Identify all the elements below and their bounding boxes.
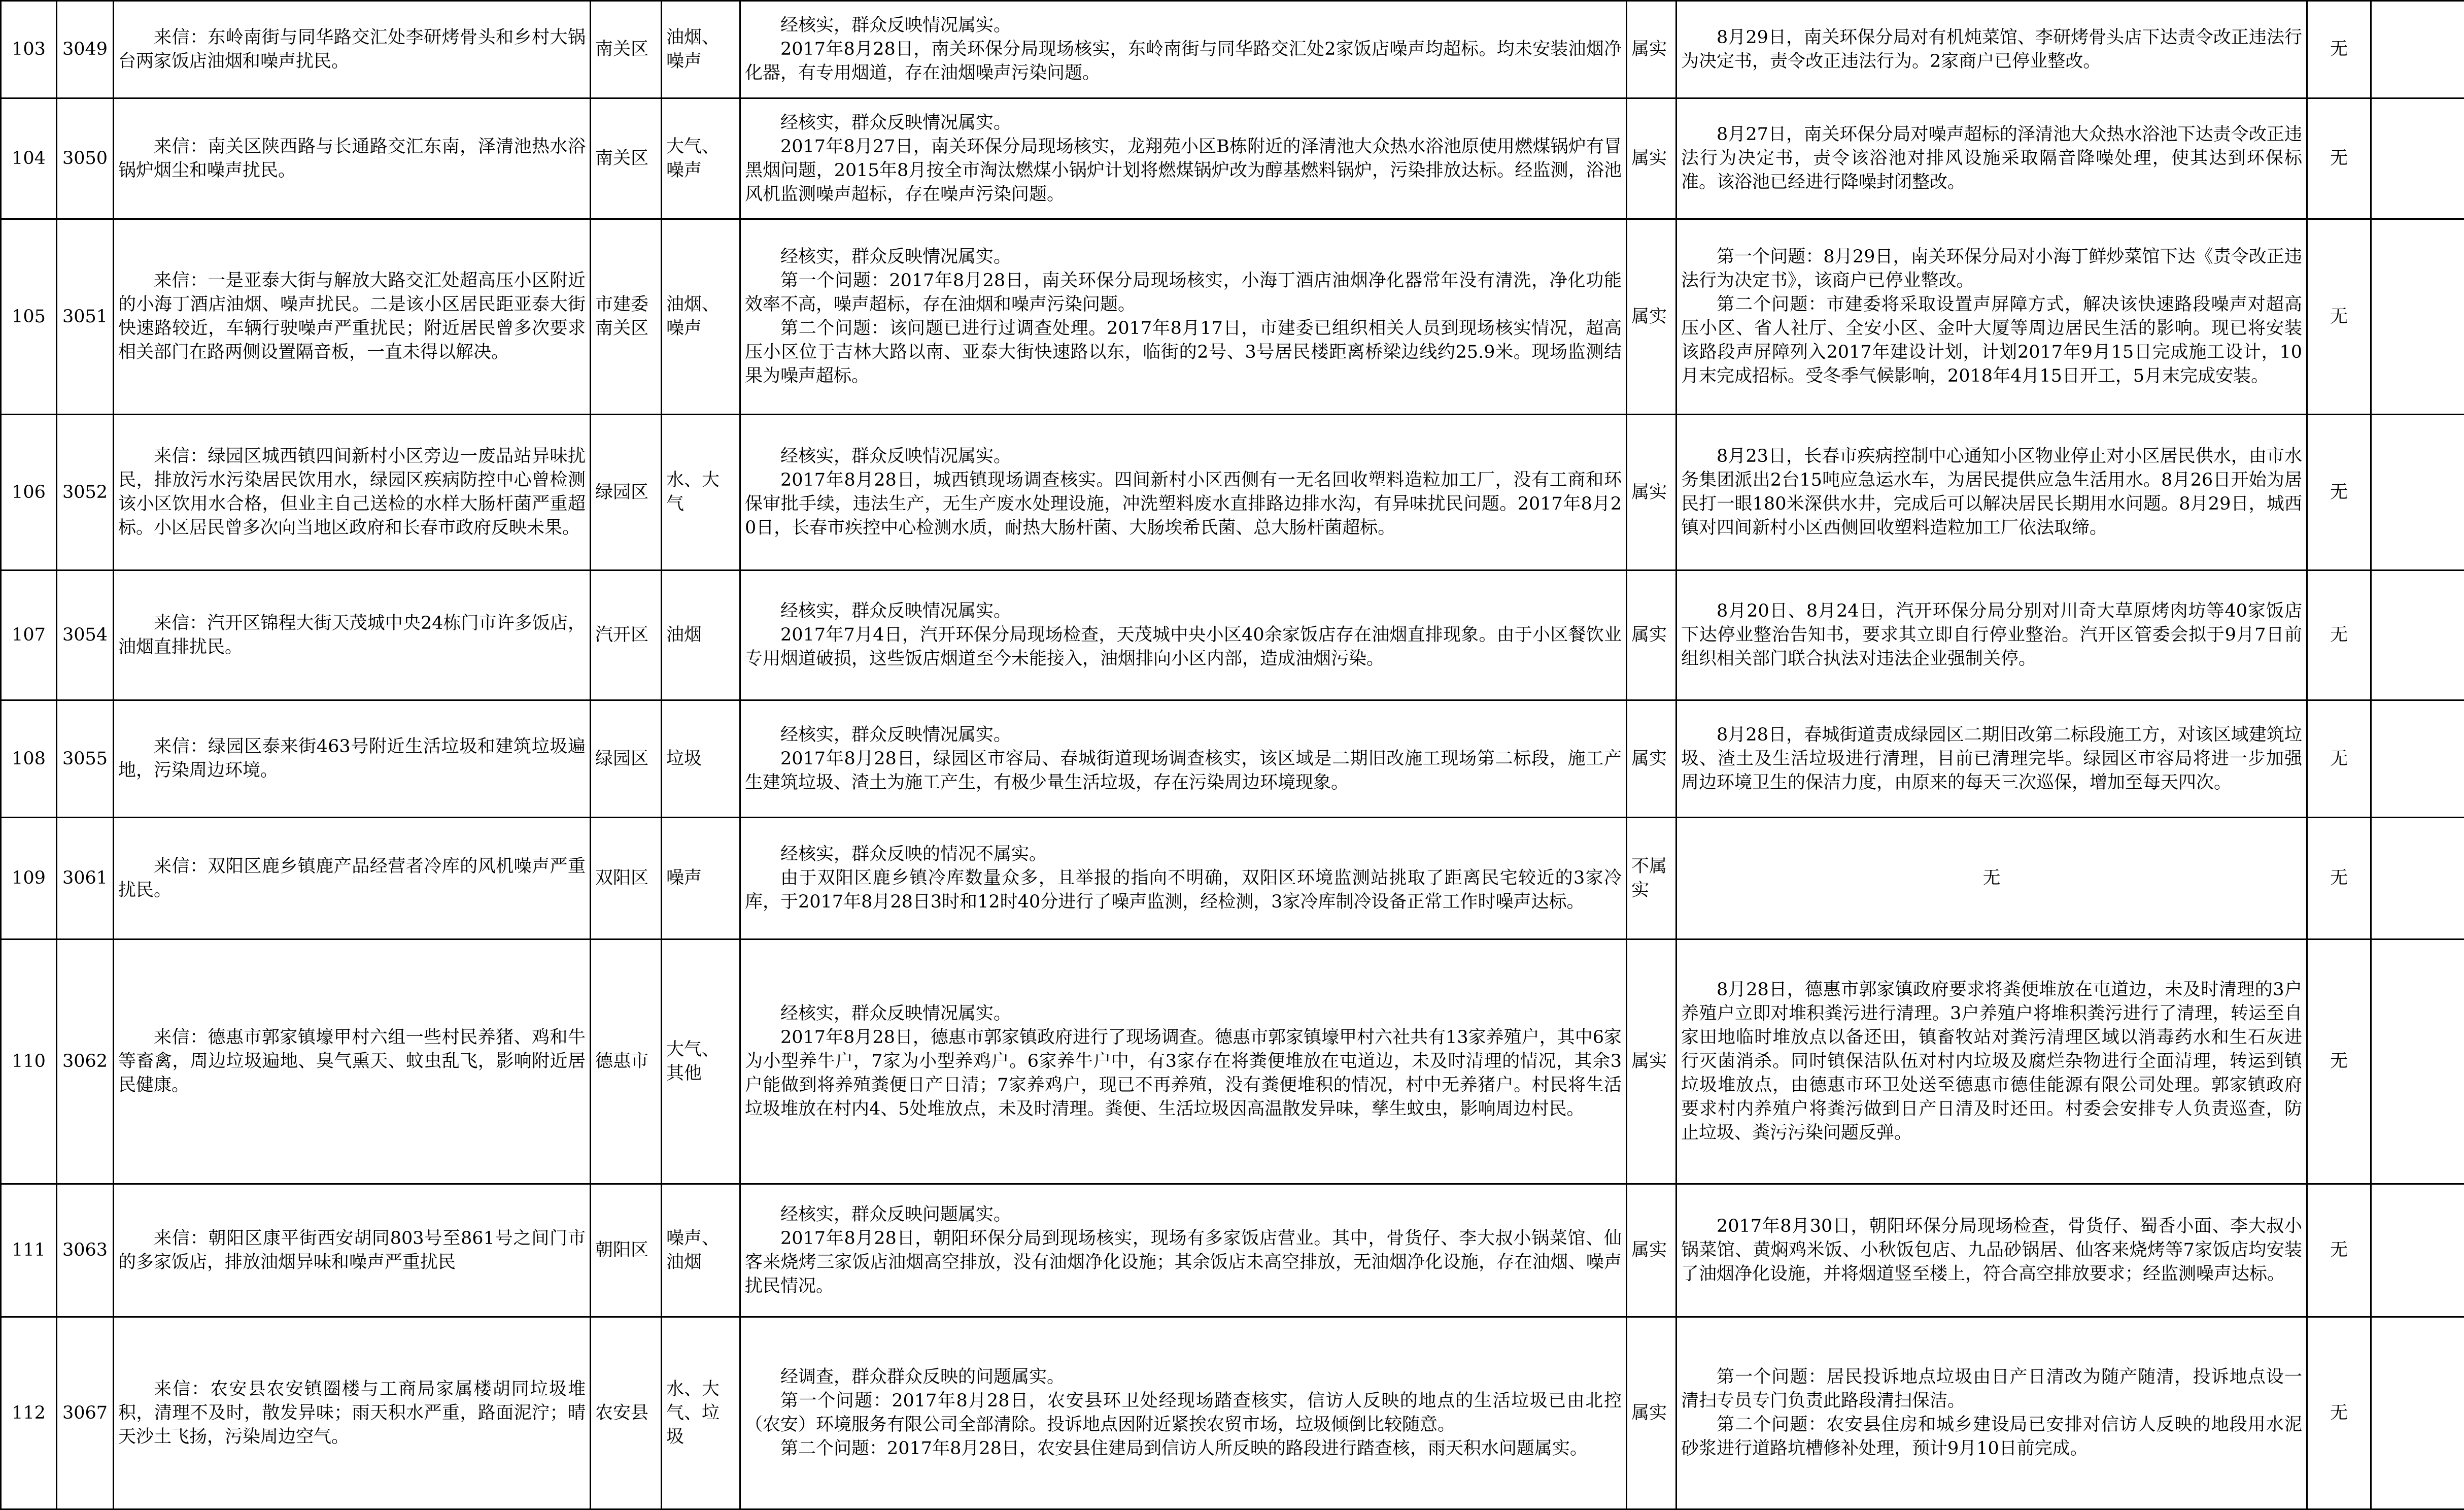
verification-result-paragraph: 第二个问题：该问题已进行过调查处理。2017年8月17日，市建委已组织相关人员到现场核实情况，超高压小区位于吉林大路以南、亚泰大街快速路以东，临街的2号、3号居民楼距离桥梁边线约25.9米。现场监测结果为噪声超标。 (745, 317, 1622, 388)
verification-result (740, 1184, 1627, 1317)
verdict-cell: 属实 (1627, 1, 1676, 98)
verdict-cell: 不属实 (1627, 818, 1676, 939)
verification-result-paragraph: 经核实，群众反映情况属实。 (745, 245, 1622, 269)
pollution-type: 油烟、噪声 (662, 219, 740, 415)
accountability-cell: 无 (2307, 219, 2371, 415)
row-number: 106 (1, 415, 57, 571)
verification-result (740, 571, 1627, 700)
remarks-cell (2371, 571, 2464, 700)
rectification-action-paragraph: 第二个问题：市建委将采取设置声屏障方式，解决该快速路段噪声对超高压小区、省人社厅、全安小区、金叶大厦等周边居民生活的影响。现已将安装该路段声屏障列入2017年建设计划，计划2017年9月15日完成施工设计，10月末完成招标。受冬季气候影响，2018年4月15日开工，5月末完成安装。 (1681, 293, 2302, 388)
rectification-action-paragraph: 8月27日，南关环保分局对噪声超标的泽清池大众热水浴池下达责令改正违法行为决定书，责令该浴池对排风设施采取隔音降噪处理，使其达到环保标准。该浴池已经进行降噪封闭整改。 (1681, 123, 2302, 194)
pollution-type: 油烟 (662, 571, 740, 700)
rectification-action-paragraph: 第二个问题：农安县住房和城乡建设局已安排对信访人反映的地段用水泥砂浆进行道路坑槽修补处理，预计9月10日前完成。 (1681, 1413, 2302, 1461)
complaint-text-paragraph: 来信：绿园区泰来街463号附近生活垃圾和建筑垃圾遍地，污染周边环境。 (118, 735, 586, 783)
table-row (1, 415, 2464, 571)
table-row (1, 1, 2464, 98)
district-cell: 双阳区 (591, 818, 662, 939)
rectification-action (1676, 571, 2307, 700)
pollution-type: 噪声、油烟 (662, 1184, 740, 1317)
rectification-action-paragraph: 第一个问题：8月29日，南关环保分局对小海丁鲜炒菜馆下达《责令改正违法行为决定书》，该商户已停业整改。 (1681, 245, 2302, 293)
pollution-type: 噪声 (662, 818, 740, 939)
complaint-text-paragraph: 来信：东岭南街与同华路交汇处李研烤骨头和乡村大锅台两家饭店油烟和噪声扰民。 (118, 26, 586, 74)
verification-result-paragraph: 2017年7月4日，汽开环保分局现场检查，天茂城中央小区40余家饭店存在油烟直排现象。由于小区餐饮业专用烟道破损，这些饭店烟道至今未能接入，油烟排向小区内部，造成油烟污染。 (745, 623, 1622, 671)
verdict-cell: 属实 (1627, 939, 1676, 1184)
verification-result (740, 415, 1627, 571)
complaint-text-paragraph: 来信：汽开区锦程大街天茂城中央24栋门市许多饭店，油烟直排扰民。 (118, 612, 586, 659)
complaint-text (114, 415, 591, 571)
rectification-action-paragraph: 无 (1681, 866, 2302, 890)
accountability-cell: 无 (2307, 415, 2371, 571)
row-number: 109 (1, 818, 57, 939)
pollution-type: 大气、其他 (662, 939, 740, 1184)
remarks-cell (2371, 219, 2464, 415)
case-id: 3054 (57, 571, 114, 700)
case-id: 3052 (57, 415, 114, 571)
case-id: 3051 (57, 219, 114, 415)
verification-result-paragraph: 经核实，群众反映情况属实。 (745, 111, 1622, 135)
verification-result (740, 219, 1627, 415)
row-number: 107 (1, 571, 57, 700)
accountability-cell: 无 (2307, 1317, 2371, 1509)
verification-result (740, 98, 1627, 219)
district-cell: 朝阳区 (591, 1184, 662, 1317)
rectification-action-paragraph: 8月28日，德惠市郭家镇政府要求将粪便堆放在屯道边，未及时清理的3户养殖户立即对堆积粪污进行清理。3户养殖户将堆积粪污进行了清理，转运至自家田地临时堆放点以备还田，镇畜牧站对粪污清理区域以消毒药水和生石灰进行灭菌消杀。同时镇保洁队伍对村内垃圾及腐烂杂物进行全面清理，转运到镇垃圾堆放点，由德惠市环卫处送至德惠市德佳能源有限公司处理。郭家镇政府要求村内养殖户将粪污做到日产日清及时还田。村委会安排专人负责巡查，防止垃圾、粪污污染问题反弹。 (1681, 978, 2302, 1145)
verification-result-paragraph: 由于双阳区鹿乡镇冷库数量众多，且举报的指向不明确，双阳区环境监测站挑取了距离民宅较近的3家冷库，于2017年8月28日3时和12时40分进行了噪声监测，经检测，3家冷库制冷设备正常工作时噪声达标。 (745, 866, 1622, 914)
remarks-cell (2371, 1317, 2464, 1509)
complaint-text (114, 98, 591, 219)
row-number: 111 (1, 1184, 57, 1317)
remarks-cell (2371, 98, 2464, 219)
case-id: 3049 (57, 1, 114, 98)
row-number: 103 (1, 1, 57, 98)
district-cell: 绿园区 (591, 700, 662, 818)
accountability-cell: 无 (2307, 818, 2371, 939)
district-cell: 南关区 (591, 1, 662, 98)
verification-result-paragraph: 经核实，群众反映情况属实。 (745, 1002, 1622, 1026)
verification-result (740, 1317, 1627, 1509)
rectification-action (1676, 818, 2307, 939)
complaint-text (114, 219, 591, 415)
table-row (1, 98, 2464, 219)
accountability-cell: 无 (2307, 571, 2371, 700)
verification-result-paragraph: 经核实，群众反映情况属实。 (745, 14, 1622, 38)
accountability-cell: 无 (2307, 939, 2371, 1184)
rectification-action (1676, 415, 2307, 571)
row-number: 110 (1, 939, 57, 1184)
verification-result-paragraph: 2017年8月27日，南关环保分局现场核实，龙翔苑小区B栋附近的泽清池大众热水浴池原使用燃煤锅炉有冒黑烟问题，2015年8月按全市淘汰燃煤小锅炉计划将燃煤锅炉改为醇基燃料锅炉，污染排放达标。经监测，浴池风机监测噪声超标，存在噪声污染问题。 (745, 135, 1622, 207)
complaint-text-paragraph: 来信：双阳区鹿乡镇鹿产品经营者冷库的风机噪声严重扰民。 (118, 855, 586, 902)
accountability-cell: 无 (2307, 1184, 2371, 1317)
rectification-action-paragraph: 8月29日，南关环保分局对有机炖菜馆、李研烤骨头店下达责令改正违法行为决定书，责令改正违法行为。2家商户已停业整改。 (1681, 26, 2302, 74)
complaint-text-paragraph: 来信：南关区陕西路与长通路交汇东南，泽清池热水浴锅炉烟尘和噪声扰民。 (118, 135, 586, 183)
verification-result-paragraph: 2017年8月28日，城西镇现场调查核实。四间新村小区西侧有一无名回收塑料造粒加工厂，没有工商和环保审批手续，违法生产，无生产废水处理设施，冲洗塑料废水直排路边排水沟，有异味扰民问题。2017年8月20日，长春市疾控中心检测水质，耐热大肠杆菌、大肠埃希氏菌、总大肠杆菌超标。 (745, 468, 1622, 540)
case-id: 3055 (57, 700, 114, 818)
table-row (1, 571, 2464, 700)
district-cell: 南关区 (591, 98, 662, 219)
verdict-cell: 属实 (1627, 700, 1676, 818)
case-id: 3062 (57, 939, 114, 1184)
complaint-text (114, 939, 591, 1184)
verdict-cell: 属实 (1627, 415, 1676, 571)
district-cell: 市建委南关区 (591, 219, 662, 415)
district-cell: 汽开区 (591, 571, 662, 700)
rectification-action (1676, 219, 2307, 415)
district-cell: 绿园区 (591, 415, 662, 571)
complaint-text-paragraph: 来信：朝阳区康平街西安胡同803号至861号之间门市的多家饭店，排放油烟异味和噪声严重扰民 (118, 1227, 586, 1274)
accountability-cell: 无 (2307, 1, 2371, 98)
pollution-type: 水、大气 (662, 415, 740, 571)
table-row (1, 818, 2464, 939)
accountability-cell: 无 (2307, 700, 2371, 818)
verification-result-paragraph: 2017年8月28日，朝阳环保分局到现场核实，现场有多家饭店营业。其中，骨货仔、李大叔小锅菜馆、仙客来烧烤三家饭店油烟高空排放，没有油烟净化设施；其余饭店未高空排放，无油烟净化设施，存在油烟、噪声扰民情况。 (745, 1227, 1622, 1298)
rectification-action (1676, 1184, 2307, 1317)
pollution-type: 垃圾 (662, 700, 740, 818)
rectification-action (1676, 700, 2307, 818)
verification-result (740, 818, 1627, 939)
pollution-type: 油烟、噪声 (662, 1, 740, 98)
complaint-text (114, 700, 591, 818)
rectification-action (1676, 1, 2307, 98)
verification-result-paragraph: 2017年8月28日，南关环保分局现场核实，东岭南街与同华路交汇处2家饭店噪声均超标。均未安装油烟净化器，有专用烟道，存在油烟噪声污染问题。 (745, 38, 1622, 85)
accountability-cell: 无 (2307, 98, 2371, 219)
rectification-action (1676, 1317, 2307, 1509)
case-id: 3063 (57, 1184, 114, 1317)
complaint-text (114, 1, 591, 98)
remarks-cell (2371, 1, 2464, 98)
verification-result-paragraph: 经核实，群众反映情况属实。 (745, 723, 1622, 747)
remarks-cell (2371, 415, 2464, 571)
row-number: 108 (1, 700, 57, 818)
case-id: 3067 (57, 1317, 114, 1509)
verification-result-paragraph: 2017年8月28日，德惠市郭家镇政府进行了现场调查。德惠市郭家镇壕甲村六社共有13家养殖户，其中6家为小型养牛户，7家为小型养鸡户。6家养牛户中，有3家存在将粪便堆放在屯道边，未及时清理的情况，其余3户能做到将养殖粪便日产日清；7家养鸡户，现已不再养殖，没有粪便堆积的情况，村中无养猪户。村民将生活垃圾堆放在村内4、5处堆放点，未及时清理。粪便、生活垃圾因高温散发异味，孳生蚊虫，影响周边村民。 (745, 1026, 1622, 1121)
verification-result (740, 1, 1627, 98)
verification-result-paragraph: 2017年8月28日，绿园区市容局、春城街道现场调查核实，该区域是二期旧改施工现场第二标段，施工产生建筑垃圾、渣土为施工产生，有极少量生活垃圾，存在污染周边环境现象。 (745, 747, 1622, 795)
verification-result-paragraph: 第一个问题：2017年8月28日，农安县环卫处经现场踏查核实，信访人反映的地点的生活垃圾已由北控（农安）环境服务有限公司全部清除。投诉地点因附近紧挨农贸市场，垃圾倾倒比较随意。 (745, 1389, 1622, 1437)
remarks-cell (2371, 818, 2464, 939)
case-id: 3061 (57, 818, 114, 939)
row-number: 105 (1, 219, 57, 415)
case-id: 3050 (57, 98, 114, 219)
row-number: 104 (1, 98, 57, 219)
verification-result-paragraph: 经核实，群众反映情况属实。 (745, 599, 1622, 623)
rectification-action-paragraph: 8月23日，长春市疾病控制中心通知小区物业停止对小区居民供水，由市水务集团派出2台15吨应急运水车，为居民提供应急生活用水。8月26日开始为居民打一眼180米深供水井，完成后可以解决居民长期用水问题。8月29日，城西镇对四间新村小区西侧回收塑料造粒加工厂依法取缔。 (1681, 445, 2302, 540)
complaint-text (114, 818, 591, 939)
complaint-text (114, 571, 591, 700)
pollution-type: 大气、噪声 (662, 98, 740, 219)
table-row (1, 1184, 2464, 1317)
verification-result (740, 939, 1627, 1184)
table-row (1, 219, 2464, 415)
verdict-cell: 属实 (1627, 219, 1676, 415)
remarks-cell (2371, 939, 2464, 1184)
rectification-action-paragraph: 8月20日、8月24日，汽开环保分局分别对川奇大草原烤肉坊等40家饭店下达停业整治告知书，要求其立即自行停业整治。汽开区管委会拟于9月7日前组织相关部门联合执法对违法企业强制关停。 (1681, 599, 2302, 671)
complaint-text-paragraph: 来信：绿园区城西镇四间新村小区旁边一废品站异味扰民，排放污水污染居民饮用水，绿园区疾病防控中心曾检测该小区饮用水合格，但业主自己送检的水样大肠杆菌严重超标。小区居民曾多次向当地区政府和长春市政府反映未果。 (118, 445, 586, 540)
verification-result-paragraph: 经核实，群众反映问题属实。 (745, 1203, 1622, 1227)
complaint-text (114, 1184, 591, 1317)
table-row (1, 1317, 2464, 1509)
table-row (1, 939, 2464, 1184)
complaint-text-paragraph: 来信：德惠市郭家镇壕甲村六组一些村民养猪、鸡和牛等畜禽，周边垃圾遍地、臭气熏天、蚊虫乱飞，影响附近居民健康。 (118, 1026, 586, 1097)
verdict-cell: 属实 (1627, 1317, 1676, 1509)
complaint-text (114, 1317, 591, 1509)
rectification-action-paragraph: 8月28日，春城街道责成绿园区二期旧改第二标段施工方，对该区域建筑垃圾、渣土及生活垃圾进行清理，目前已清理完毕。绿园区市容局将进一步加强周边环境卫生的保洁力度，由原来的每天三次巡保，增加至每天四次。 (1681, 723, 2302, 795)
verification-result-paragraph: 第一个问题：2017年8月28日，南关环保分局现场核实，小海丁酒店油烟净化器常年没有清洗，净化功能效率不高，噪声超标，存在油烟和噪声污染问题。 (745, 269, 1622, 317)
pollution-type: 水、大气、垃圾 (662, 1317, 740, 1509)
rectification-action-paragraph: 第一个问题：居民投诉地点垃圾由日产日清改为随产随清，投诉地点设一清扫专员专门负责此路段清扫保洁。 (1681, 1365, 2302, 1413)
rectification-action (1676, 98, 2307, 219)
verdict-cell: 属实 (1627, 1184, 1676, 1317)
row-number: 112 (1, 1317, 57, 1509)
verification-result (740, 700, 1627, 818)
complaint-text-paragraph: 来信：农安县农安镇圈楼与工商局家属楼胡同垃圾堆积，清理不及时，散发异味；雨天积水严重，路面泥泞；晴天沙土飞扬，污染周边空气。 (118, 1378, 586, 1449)
verdict-cell: 属实 (1627, 571, 1676, 700)
remarks-cell (2371, 700, 2464, 818)
remarks-cell (2371, 1184, 2464, 1317)
verification-result-paragraph: 经核实，群众反映情况属实。 (745, 445, 1622, 468)
district-cell: 德惠市 (591, 939, 662, 1184)
verification-result-paragraph: 经调查，群众群众反映的问题属实。 (745, 1365, 1622, 1389)
table-row (1, 700, 2464, 818)
complaint-text-paragraph: 来信：一是亚泰大街与解放大路交汇处超高压小区附近的小海丁酒店油烟、噪声扰民。二是该小区居民距亚泰大街快速路较近，车辆行驶噪声严重扰民；附近居民曾多次要求相关部门在路两侧设置隔音板，一直未得以解决。 (118, 269, 586, 364)
rectification-action-paragraph: 2017年8月30日，朝阳环保分局现场检查，骨货仔、蜀香小面、李大叔小锅菜馆、黄焖鸡米饭、小秋饭包店、九品砂锅居、仙客来烧烤等7家饭店均安装了油烟净化设施，并将烟道竖至楼上，符合高空排放要求；经监测噪声达标。 (1681, 1215, 2302, 1286)
rectification-action (1676, 939, 2307, 1184)
verification-result-paragraph: 经核实，群众反映的情况不属实。 (745, 843, 1622, 866)
verdict-cell: 属实 (1627, 98, 1676, 219)
verification-result-paragraph: 第二个问题：2017年8月28日，农安县住建局到信访人所反映的路段进行踏查核，雨天积水问题属实。 (745, 1437, 1622, 1461)
district-cell: 农安县 (591, 1317, 662, 1509)
